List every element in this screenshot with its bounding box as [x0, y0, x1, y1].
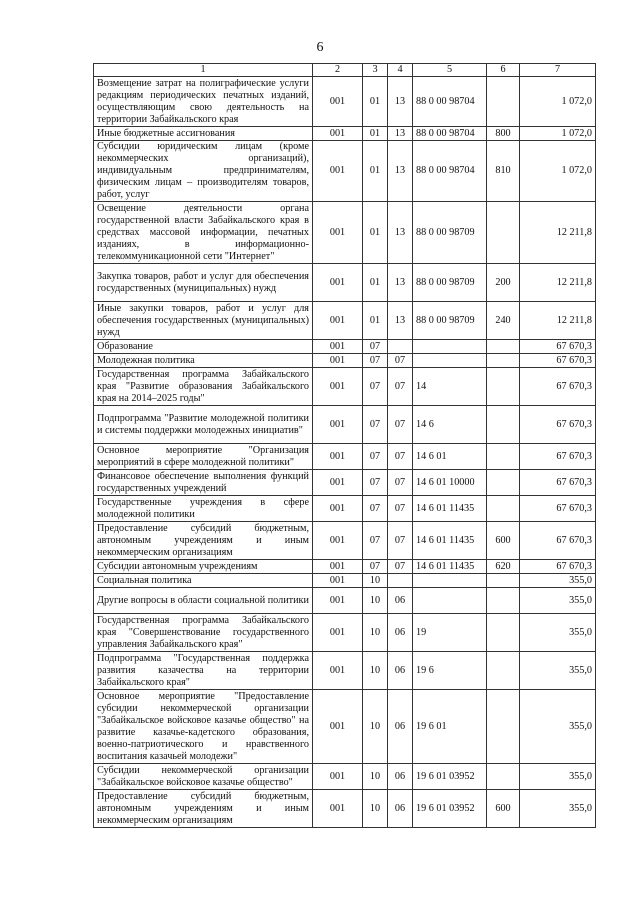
row-amount: 12 211,8	[520, 264, 596, 302]
row-code-6	[487, 470, 520, 496]
row-code-6	[487, 368, 520, 406]
row-code-4: 06	[388, 690, 413, 764]
row-code-3: 07	[363, 406, 388, 444]
column-header: 5	[413, 64, 487, 77]
row-code-2: 001	[313, 354, 363, 368]
row-code-3: 01	[363, 302, 388, 340]
row-code-6	[487, 340, 520, 354]
row-code-2: 001	[313, 264, 363, 302]
row-name: Образование	[94, 340, 313, 354]
row-code-6	[487, 354, 520, 368]
row-amount: 67 670,3	[520, 406, 596, 444]
row-name: Иные закупки товаров, работ и услуг для обеспечения государственных (муниципальных) нужд	[94, 302, 313, 340]
row-name: Государственные учреждения в сфере молодежной политики	[94, 496, 313, 522]
row-code-4: 13	[388, 302, 413, 340]
row-code-3: 01	[363, 77, 388, 127]
row-code-4: 13	[388, 127, 413, 141]
row-code-6	[487, 444, 520, 470]
row-code-5: 88 0 00 98709	[413, 202, 487, 264]
row-code-3: 10	[363, 690, 388, 764]
row-code-3: 07	[363, 560, 388, 574]
row-code-3: 01	[363, 127, 388, 141]
row-code-2: 001	[313, 368, 363, 406]
row-code-4: 13	[388, 202, 413, 264]
row-code-5	[413, 574, 487, 588]
row-code-3: 10	[363, 614, 388, 652]
row-amount: 67 670,3	[520, 496, 596, 522]
row-name: Подпрограмма "Государственная поддержка развития казачества на территории Забайкальского края"	[94, 652, 313, 690]
column-header: 7	[520, 64, 596, 77]
row-code-5	[413, 340, 487, 354]
row-code-6	[487, 496, 520, 522]
row-code-5: 19 6 01 03952	[413, 764, 487, 790]
row-amount: 1 072,0	[520, 141, 596, 202]
row-amount: 1 072,0	[520, 127, 596, 141]
row-code-4: 06	[388, 764, 413, 790]
row-code-4: 13	[388, 264, 413, 302]
row-amount: 67 670,3	[520, 522, 596, 560]
table-row	[94, 368, 596, 406]
row-code-2: 001	[313, 202, 363, 264]
row-code-6	[487, 690, 520, 764]
row-code-2: 001	[313, 340, 363, 354]
row-code-2: 001	[313, 470, 363, 496]
row-code-5: 19	[413, 614, 487, 652]
table-row	[94, 764, 596, 790]
row-code-5: 88 0 00 98704	[413, 141, 487, 202]
row-name: Другие вопросы в области социальной политики	[94, 588, 313, 614]
row-code-5: 88 0 00 98709	[413, 302, 487, 340]
row-code-2: 001	[313, 522, 363, 560]
table-row	[94, 522, 596, 560]
row-code-2: 001	[313, 690, 363, 764]
row-amount: 355,0	[520, 652, 596, 690]
table-row	[94, 302, 596, 340]
row-amount: 355,0	[520, 764, 596, 790]
row-code-4: 06	[388, 588, 413, 614]
column-header: 4	[388, 64, 413, 77]
row-amount: 67 670,3	[520, 354, 596, 368]
row-name: Подпрограмма "Развитие молодежной политики и системы поддержки молодежных инициатив"	[94, 406, 313, 444]
table-row	[94, 470, 596, 496]
row-code-4: 07	[388, 354, 413, 368]
row-code-5: 19 6	[413, 652, 487, 690]
row-name: Субсидии юридическим лицам (кроме некоммерческих организаций), индивидуальным предпринимателям, физическим лицам – производителям товаров, работ, услуг	[94, 141, 313, 202]
column-header: 1	[94, 64, 313, 77]
table-row	[94, 354, 596, 368]
row-code-4	[388, 574, 413, 588]
row-code-2: 001	[313, 141, 363, 202]
budget-table	[93, 63, 596, 828]
row-code-3: 07	[363, 496, 388, 522]
row-code-5: 88 0 00 98704	[413, 127, 487, 141]
table-row	[94, 141, 596, 202]
row-name: Освещение деятельности органа государственной власти Забайкальского края в средствах массовой информации, печатных изданиях, в информационно-телекоммуникационной сети "Интернет"	[94, 202, 313, 264]
row-code-4: 07	[388, 368, 413, 406]
row-code-6: 200	[487, 264, 520, 302]
row-amount: 355,0	[520, 574, 596, 588]
row-code-2: 001	[313, 574, 363, 588]
row-code-5: 88 0 00 98704	[413, 77, 487, 127]
row-code-2: 001	[313, 302, 363, 340]
row-code-4: 07	[388, 522, 413, 560]
row-code-3: 10	[363, 790, 388, 828]
row-code-6	[487, 588, 520, 614]
page-number: 6	[316, 40, 324, 55]
row-code-4: 13	[388, 141, 413, 202]
column-header: 6	[487, 64, 520, 77]
row-code-2: 001	[313, 444, 363, 470]
row-code-2: 001	[313, 406, 363, 444]
row-amount: 355,0	[520, 790, 596, 828]
row-code-4: 07	[388, 444, 413, 470]
row-code-5	[413, 354, 487, 368]
row-name: Государственная программа Забайкальского края "Развитие образования Забайкальского края на 2014–2025 годы"	[94, 368, 313, 406]
row-code-5: 14 6 01 11435	[413, 522, 487, 560]
row-code-6	[487, 77, 520, 127]
table-row	[94, 790, 596, 828]
row-code-2: 001	[313, 77, 363, 127]
row-code-6	[487, 652, 520, 690]
row-name: Основное мероприятие "Предоставление субсидии некоммерческой организации "Забайкальское войсковое казачье общество" на развитие казачье-кадетского образования, военно-патриотического и нравственного воспитания казачьей молодежи"	[94, 690, 313, 764]
row-name: Закупка товаров, работ и услуг для обеспечения государственных (муниципальных) нужд	[94, 264, 313, 302]
row-code-3: 01	[363, 264, 388, 302]
row-code-2: 001	[313, 127, 363, 141]
row-code-2: 001	[313, 588, 363, 614]
table-row	[94, 202, 596, 264]
row-code-4: 07	[388, 406, 413, 444]
header-row	[94, 64, 596, 77]
column-header: 3	[363, 64, 388, 77]
row-code-5: 88 0 00 98709	[413, 264, 487, 302]
row-code-3: 10	[363, 764, 388, 790]
table-row	[94, 496, 596, 522]
row-code-2: 001	[313, 614, 363, 652]
row-name: Возмещение затрат на полиграфические услуги редакциям периодических печатных изданий, осуществляющим свою деятельность на территории Забайкальского края	[94, 77, 313, 127]
row-amount: 12 211,8	[520, 202, 596, 264]
table-row	[94, 444, 596, 470]
row-code-3: 07	[363, 340, 388, 354]
row-amount: 67 670,3	[520, 560, 596, 574]
table-row	[94, 340, 596, 354]
table-row	[94, 406, 596, 444]
row-code-5: 19 6 01	[413, 690, 487, 764]
row-code-6: 620	[487, 560, 520, 574]
row-code-5: 19 6 01 03952	[413, 790, 487, 828]
table-row	[94, 574, 596, 588]
row-code-4: 06	[388, 790, 413, 828]
row-code-3: 07	[363, 470, 388, 496]
row-code-4: 07	[388, 560, 413, 574]
row-name: Субсидии некоммерческой организации "Забайкальское войсковое казачье общество"	[94, 764, 313, 790]
table-row	[94, 77, 596, 127]
row-code-2: 001	[313, 790, 363, 828]
table-row	[94, 588, 596, 614]
row-amount: 12 211,8	[520, 302, 596, 340]
row-code-5: 14 6 01 11435	[413, 560, 487, 574]
table-row	[94, 690, 596, 764]
row-code-6: 600	[487, 522, 520, 560]
row-code-3: 07	[363, 522, 388, 560]
row-code-5: 14 6 01 11435	[413, 496, 487, 522]
row-amount: 67 670,3	[520, 444, 596, 470]
row-code-3: 10	[363, 574, 388, 588]
row-code-4	[388, 340, 413, 354]
row-code-3: 01	[363, 141, 388, 202]
row-name: Иные бюджетные ассигнования	[94, 127, 313, 141]
row-amount: 355,0	[520, 614, 596, 652]
table-row	[94, 652, 596, 690]
row-name: Основное мероприятие "Организация мероприятий в сфере молодежной политики"	[94, 444, 313, 470]
row-name: Государственная программа Забайкальского края "Совершенствование государственного управления Забайкальского края"	[94, 614, 313, 652]
row-code-2: 001	[313, 560, 363, 574]
row-amount: 67 670,3	[520, 368, 596, 406]
row-code-4: 07	[388, 496, 413, 522]
row-code-4: 06	[388, 652, 413, 690]
row-code-4: 06	[388, 614, 413, 652]
row-amount: 67 670,3	[520, 340, 596, 354]
row-code-2: 001	[313, 764, 363, 790]
row-code-5: 14 6 01 10000	[413, 470, 487, 496]
row-code-5: 14 6	[413, 406, 487, 444]
row-code-6: 240	[487, 302, 520, 340]
row-amount: 1 072,0	[520, 77, 596, 127]
row-amount: 355,0	[520, 690, 596, 764]
table-body	[94, 64, 596, 828]
row-code-6	[487, 202, 520, 264]
row-code-5: 14 6 01	[413, 444, 487, 470]
row-amount: 355,0	[520, 588, 596, 614]
row-code-6: 800	[487, 127, 520, 141]
row-code-3: 10	[363, 588, 388, 614]
row-code-6	[487, 406, 520, 444]
row-name: Предоставление субсидий бюджетным, автономным учреждениям и иным некоммерческим организациям	[94, 790, 313, 828]
row-name: Финансовое обеспечение выполнения функций государственных учреждений	[94, 470, 313, 496]
row-code-6	[487, 614, 520, 652]
row-code-6: 810	[487, 141, 520, 202]
table-row	[94, 614, 596, 652]
row-code-3: 07	[363, 354, 388, 368]
column-header: 2	[313, 64, 363, 77]
row-code-5	[413, 588, 487, 614]
row-code-6: 600	[487, 790, 520, 828]
row-code-6	[487, 764, 520, 790]
row-code-3: 10	[363, 652, 388, 690]
row-code-2: 001	[313, 652, 363, 690]
row-name: Социальная политика	[94, 574, 313, 588]
row-name: Предоставление субсидий бюджетным, автономным учреждениям и иным некоммерческим организациям	[94, 522, 313, 560]
row-code-2: 001	[313, 496, 363, 522]
row-amount: 67 670,3	[520, 470, 596, 496]
table-row	[94, 127, 596, 141]
row-name: Субсидии автономным учреждениям	[94, 560, 313, 574]
row-code-4: 07	[388, 470, 413, 496]
row-code-3: 01	[363, 202, 388, 264]
row-code-4: 13	[388, 77, 413, 127]
row-code-3: 07	[363, 368, 388, 406]
row-code-5: 14	[413, 368, 487, 406]
table-row	[94, 264, 596, 302]
row-code-3: 07	[363, 444, 388, 470]
row-code-6	[487, 574, 520, 588]
table-row	[94, 560, 596, 574]
row-name: Молодежная политика	[94, 354, 313, 368]
